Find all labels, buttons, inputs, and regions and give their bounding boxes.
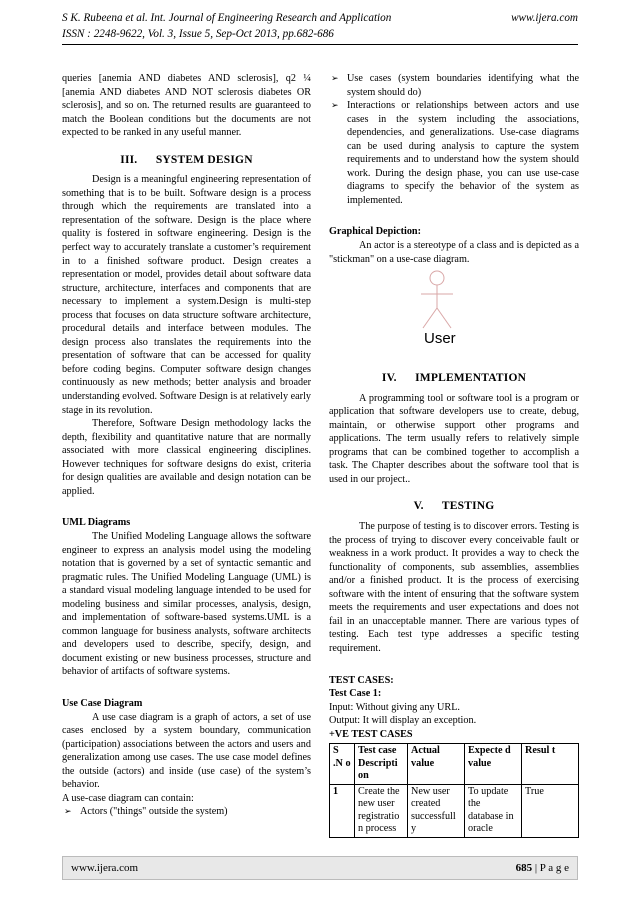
bullet-text: Actors ("things" outside the system): [80, 806, 228, 818]
design-paragraph-1: Design is a meaningful engineering representation of something that is to be built. Software design is a process through which the requirements are translated into a representation of the software. Design is the place where quality is fostered in software engineering. Design is the perfect way to accurately translate a customer’s requirement in to a finished software product. Design creates a representation or model, provides detail about software data structure, architecture, interfaces and components that are necessary to implement a system.Design is multi-step process that focuses on data structure software architecture, procedural details and interface between modules. The design process also translates the requirements into the presentation of software that can be accessed for quality before coding begins. Computer software design changes continuously as new methods; better analysis and broader understanding evolved. Software Design is at relatively early stage in its revolution.: [62, 174, 311, 416]
contain-line: A use-case diagram can contain:: [62, 792, 194, 804]
list-item: [62, 805, 311, 819]
test-case-1-heading: Test Case 1:: [329, 688, 382, 700]
bullet-text: Use cases (system boundaries identifying what the system should do): [347, 73, 579, 98]
bullet-text: Interactions or relationships between actors and use cases in the system including the associations, dependencies, and generalizations. Use-case diagrams can be used during analysis to capture the system requirements and to understand how the system should work. During the design phase, you can use use-case diagrams to specify the behavior of the system as implemented.: [347, 100, 579, 206]
cell-actual: New user created successfull y: [408, 784, 465, 837]
use-case-heading: Use Case Diagram: [62, 697, 143, 709]
actor-figure: [329, 266, 579, 358]
design-paragraph-2: Therefore, Software Design methodology lacks the depth, flexibility and quantitative nature that are normally associated with more classical engineering disciplines. However techniques for software designs do exist, criteria for design qualities are available and design notation can be applied.: [62, 418, 311, 497]
test-case-table: [329, 743, 579, 838]
right-bullet-list: [329, 72, 579, 207]
col-header-sno: S .N o: [330, 744, 355, 785]
actor-label: User: [424, 330, 456, 348]
uml-paragraph: The Unified Modeling Language allows the software engineer to express an analysis model using the modeling notation that is governed by a set of syntactic semantic and pragmatic rules. The Unified Modeling Language (UML) is a standard visual modeling language intended to be used for modeling business and similar processes, analysis, design, and implementation of software-based systems.UML is a common language for business analysts, software architects and developers used to describe, specify, design, and document existing or new business processes, structure and behavior of artifacts of software systems.: [62, 530, 311, 678]
stickman-icon: [417, 270, 457, 332]
col-header-result: Resul t: [522, 744, 579, 785]
test-cases-heading: TEST CASES:: [329, 674, 394, 686]
section-title-testing: V. TESTING: [413, 500, 495, 513]
implementation-paragraph: A programming tool or software tool is a program or application that software developers use to create, debug, maintain, or otherwise support other programs and applications. The term usually refers to relatively simple programs that can be combined together to accomplish a task. The Chapter describes about the software tool that is used in our project..: [329, 392, 579, 485]
col-header-expected: Expecte d value: [465, 744, 522, 785]
page-footer: [62, 856, 578, 880]
positive-test-cases-heading: +VE TEST CASES: [329, 728, 413, 740]
uml-heading: UML Diagrams: [62, 517, 131, 529]
list-item: [329, 72, 579, 99]
graphical-depiction-heading: Graphical Depiction:: [329, 226, 421, 238]
page-number: 685: [515, 862, 533, 874]
table-header-row: [330, 744, 579, 785]
left-bullet-list: [62, 805, 311, 819]
testing-paragraph: The purpose of testing is to discover errors. Testing is the process of trying to discover every conceivable fault or weakness in a work product. It provides a way to check the functionality of components, sub assemblies, assemblies and/or a finished product. It is the process of exercising software with the intent of ensuring that the software system meets the requirements and user expectations and does not fail in an unacceptable manner. There are various types of testing. Each test type addresses a specific testing requirement.: [329, 521, 579, 654]
cell-sno: 1: [330, 784, 355, 837]
input-line: Input: Without giving any URL.: [329, 701, 460, 713]
output-line: Output: It will display an exception.: [329, 715, 477, 727]
arrow-bullet-icon: ➢: [331, 100, 339, 111]
arrow-bullet-icon: ➢: [64, 806, 72, 817]
page-suffix: | P a g e: [532, 862, 569, 874]
intro-paragraph: queries [anemia AND diabetes AND sclerosis], q2 ¼ [anemia AND diabetes AND NOT sclerosis diabetes OR sclerosis], and so on. The returned results are guaranteed to match the Boolean conditions but the documents are not expected to be ranked in any useful manner.: [62, 73, 311, 139]
cell-expected: To update the database in oracle: [465, 784, 522, 837]
table-row: [330, 784, 579, 837]
list-item: [329, 99, 579, 207]
col-header-description: Test case Descripti on: [355, 744, 408, 785]
running-header: [62, 10, 578, 26]
col-header-actual: Actual value: [408, 744, 465, 785]
header-divider: [62, 44, 578, 45]
arrow-bullet-icon: ➢: [331, 73, 339, 83]
section-title-implementation: IV. IMPLEMENTATION: [381, 372, 527, 385]
cell-result: True: [522, 784, 579, 837]
graphical-paragraph: An actor is a stereotype of a class and is depicted as a "stickman" on a use-case diagram.: [329, 240, 579, 265]
page-number-line: [516, 862, 569, 874]
journal-citation: S K. Rubeena et al. Int. Journal of Engineering Research and Application: [62, 12, 392, 24]
footer-website[interactable]: www.ijera.com: [71, 862, 139, 874]
journal-website[interactable]: www.ijera.com: [511, 12, 578, 24]
use-case-paragraph: A use case diagram is a graph of actors, a set of use cases enclosed by a system boundary, communication (participation) associations between the actors and users and generalization among use cases. The use case model defines the outside (actors) and inside (use case) of the system’s behavior.: [62, 711, 311, 791]
issn-line: ISSN : 2248-9622, Vol. 3, Issue 5, Sep-Oct 2013, pp.682-686: [62, 28, 334, 40]
section-title-system-design: III. SYSTEM DESIGN: [120, 153, 253, 166]
cell-description: Create the new user registratio n process: [355, 784, 408, 837]
right-column: [329, 72, 579, 838]
left-column: [62, 72, 311, 819]
